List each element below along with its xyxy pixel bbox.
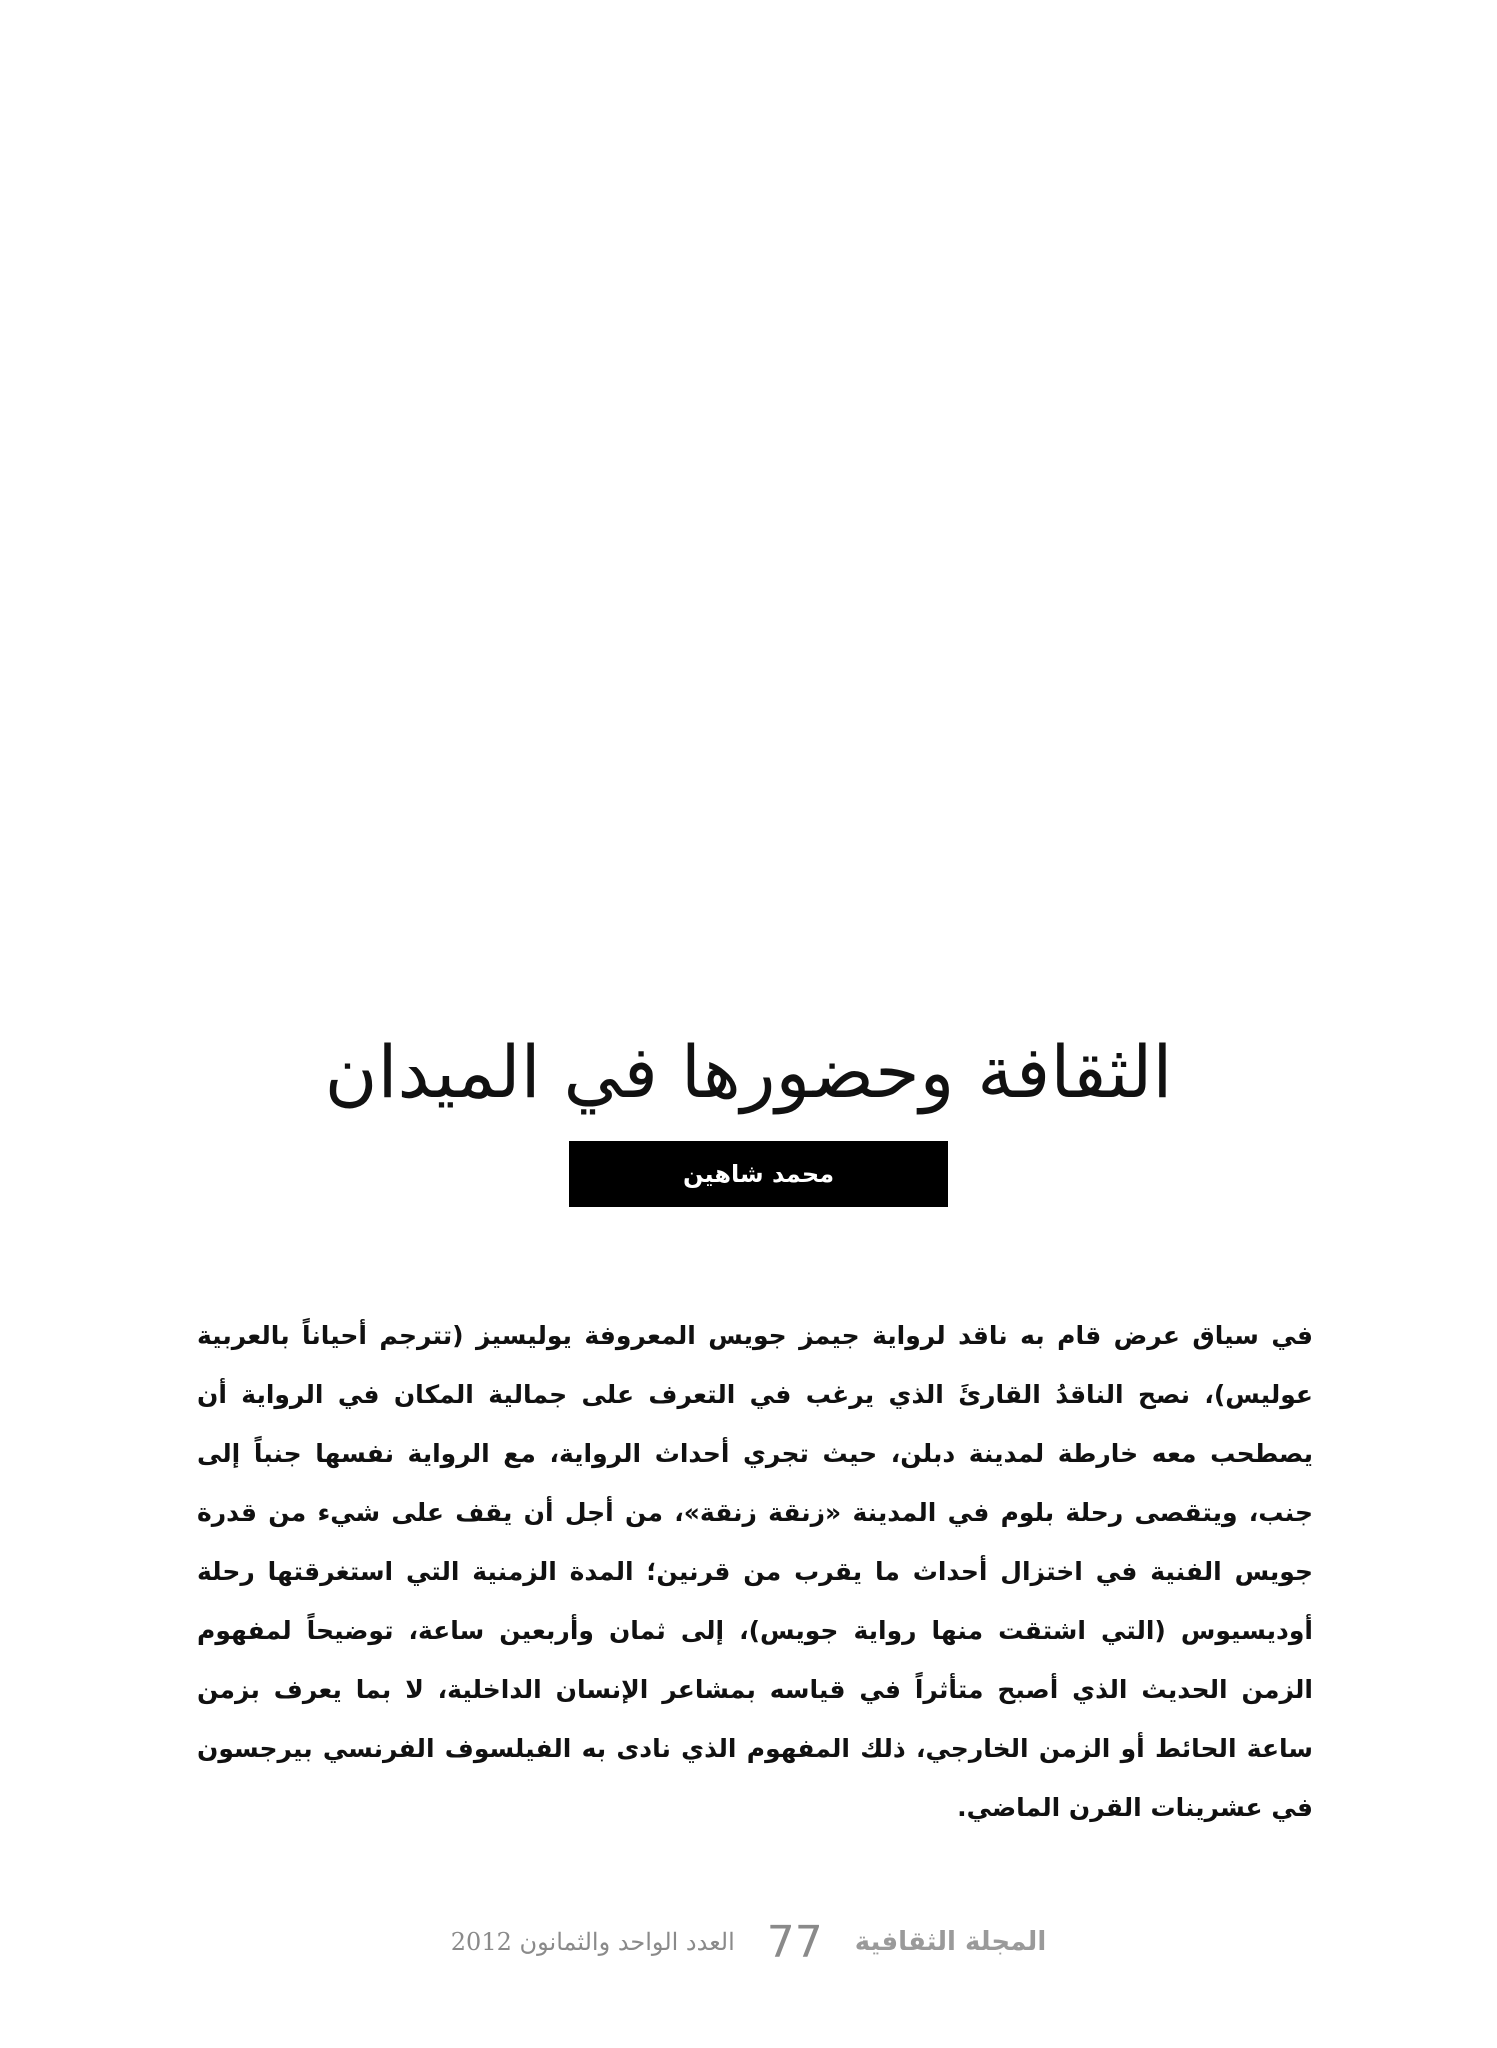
- article-title: الثقافة وحضورها في الميدان: [324, 1030, 1173, 1114]
- article-body: في سياق عرض قام به ناقد لرواية جيمز جويس المعروفة يوليسيز (تترجم أحياناً بالعربية عوليس)، نصح الناقدُ القارئَ الذي يرغب في التعرف على جمالية المكان في الرواية أن يصطحب معه خارطة لمدينة دبلن، حيث تجري أحداث الرواية، مع الرواية نفسها جنباً إلى جنب، ويتقصى رحلة بلوم في المدينة «زنقة زنقة»، من أجل أن يقف على شيء من قدرة جويس الفنية في اختزال أحداث ما يقرب من قرنين؛ المدة الزمنية التي استغرقتها رحلة أوديسيوس (التي اشتقت منها رواية جويس)، إلى ثمان وأربعين ساعة، توضيحاً لمفهوم الزمن الحديث الذي أصبح متأثراً في قياسه بمشاعر الإنسان الداخلية، لا بما يعرف بزمن ساعة الحائط أو الزمن الخارجي، ذلك المفهوم الذي نادى به الفيلسوف الفرنسي بيرجسون في عشرينات القرن الماضي.: [197, 1321, 1313, 1822]
- page-number: 77: [766, 1916, 823, 1968]
- footer-issue-label: العدد الواحد والثمانون 2012: [450, 1928, 735, 1956]
- page-footer: [0, 1912, 1497, 1972]
- footer-magazine-name: المجلة الثقافية: [854, 1927, 1047, 1957]
- author-name: محمد شاهين: [569, 1141, 948, 1207]
